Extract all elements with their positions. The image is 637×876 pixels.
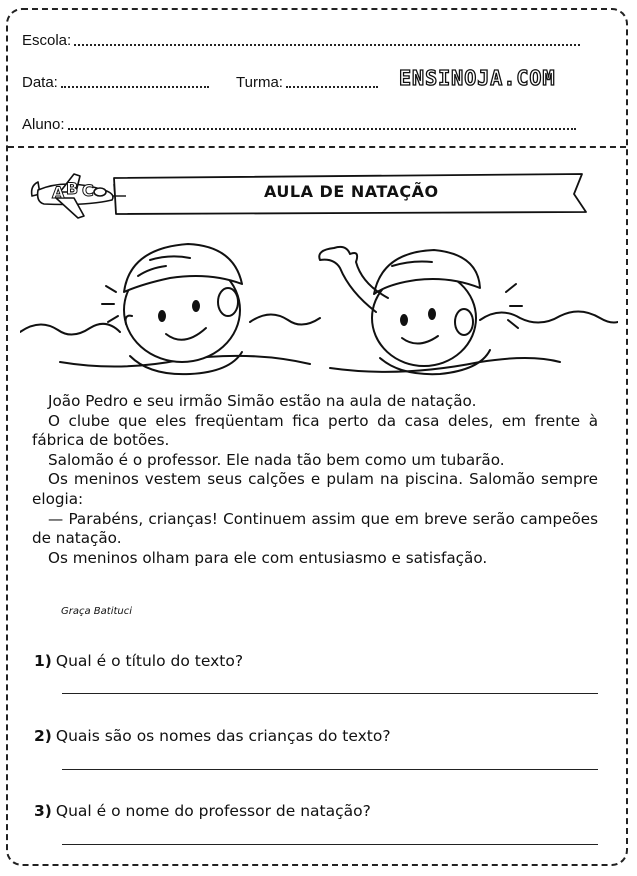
question-2-text: Quais são os nomes das crianças do texto? [55,727,391,745]
answer-line-3[interactable] [62,844,598,845]
plane-letter-c: C [82,181,94,200]
story-paragraph-3: Salomão é o professor. Ele nada tão bem como um tubarão. [48,450,505,469]
date-label: Data: [22,74,58,91]
plane-abc-icon [26,164,122,224]
school-field[interactable] [22,32,580,49]
question-1-text: Qual é o título do texto? [55,652,244,670]
question-3-number: 3) [34,802,52,820]
answer-line-2[interactable] [62,769,598,770]
date-line[interactable] [61,86,209,88]
school-label: Escola: [22,32,72,49]
question-3 [34,802,371,820]
swimming-boys-illustration [20,232,618,382]
question-2-number: 2) [34,727,52,745]
student-label: Aluno: [22,116,65,133]
question-1 [34,652,243,670]
story-paragraph-2: O clube que eles freqüentam fica perto da casa deles, em frente à fábrica de botões. [32,411,598,450]
story-author: Graça Batituci [61,606,133,617]
question-1-number: 1) [34,652,52,670]
story-paragraph-6: Os meninos olham para ele com entusiasmo e satisfação. [48,548,488,567]
school-line[interactable] [74,44,580,46]
story-paragraph-4: Os meninos vestem seus calções e pulam na piscina. Salomão sempre elogia: [32,470,598,508]
question-3-text: Qual é o nome do professor de natação? [55,802,371,820]
student-field[interactable] [22,116,576,133]
plane-letter-b: B [66,179,79,198]
header-divider [8,146,626,148]
class-label: Turma: [236,74,283,91]
class-line[interactable] [286,86,378,88]
answer-line-1[interactable] [62,693,598,694]
page-title: AULA DE NATAÇÃO [264,182,439,201]
date-field[interactable] [22,74,209,91]
question-2 [34,727,391,745]
story-paragraph-5: — Parabéns, crianças! Continuem assim que em breve serão campeões de natação. [32,509,598,548]
story-text [32,392,598,568]
class-field[interactable] [236,74,378,91]
student-line[interactable] [68,128,576,130]
story-paragraph-1: João Pedro e seu irmão Simão estão na aula de natação. [48,392,477,410]
brand-logo: ENSINOJA.COM [399,66,556,90]
plane-letter-a: A [52,183,65,202]
